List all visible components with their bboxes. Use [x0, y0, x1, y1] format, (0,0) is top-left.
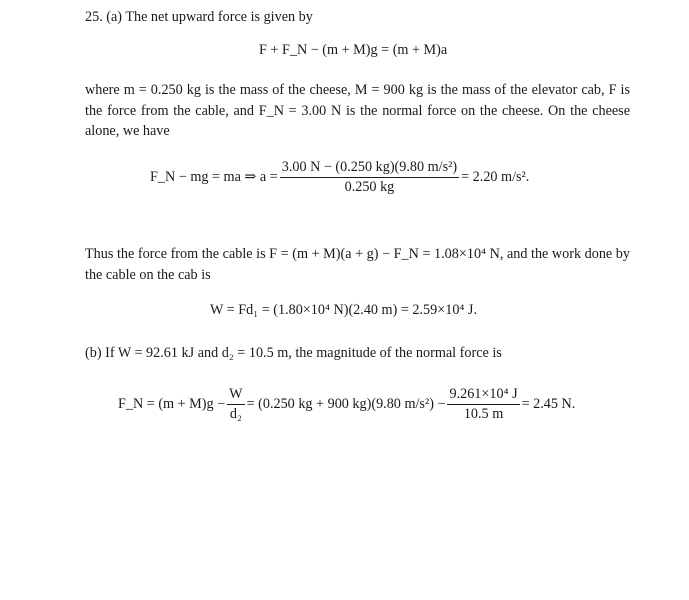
- paragraph-definitions: where m = 0.250 kg is the mass of the cheese, M = 900 kg is the mass of the elevator cab, F is the force from the cable, and F_N = 3.00 N is the normal force on the cheese. On the cheese alone, we have: [85, 82, 630, 139]
- eq4-middle: = (0.250 kg + 900 kg)(9.80 m/s²) −: [246, 395, 446, 412]
- eq2-numerator: 3.00 N − (0.250 kg)(9.80 m/s²): [280, 159, 459, 178]
- eq2-denominator: 0.250 kg: [344, 178, 395, 195]
- eq4-fraction2-numerator: 9.261×10⁴ J: [447, 386, 519, 405]
- equation-normal-force: [118, 383, 575, 425]
- paragraph-cable-force: Thus the force from the cable is F = (m + M)(a + g) − F_N = 1.08×10⁴ N, and the work done by the cable on the cab is: [85, 246, 630, 283]
- eq4-fraction2-denominator: 10.5 m: [463, 405, 504, 422]
- eq4-fraction1-numerator: W: [227, 386, 244, 405]
- eq2-fraction: [280, 159, 459, 196]
- eq4-fraction-w-over-d: [227, 386, 244, 423]
- eq4-lhs: F_N = (m + M)g −: [118, 395, 226, 412]
- equation-acceleration: [150, 156, 529, 198]
- equation-work: W = Fd₁ = (1.80×10⁴ N)(2.40 m) = 2.59×10⁴ J.: [210, 301, 477, 318]
- eq4-rhs: = 2.45 N.: [521, 395, 576, 412]
- part-b-text: (b) If W = 92.61 kJ and d₂ = 10.5 m, the magnitude of the normal force is: [85, 345, 502, 361]
- eq4-fraction-work-over-distance: [447, 386, 519, 423]
- problem-heading: 25. (a) The net upward force is given by: [85, 9, 313, 25]
- equation-net-force: F + F_N − (m + M)g = (m + M)a: [259, 41, 448, 58]
- eq2-lhs: F_N − mg = ma ⇒ a =: [150, 168, 278, 185]
- eq4-fraction1-denominator: d₂: [229, 405, 242, 422]
- eq2-rhs: = 2.20 m/s².: [461, 168, 530, 185]
